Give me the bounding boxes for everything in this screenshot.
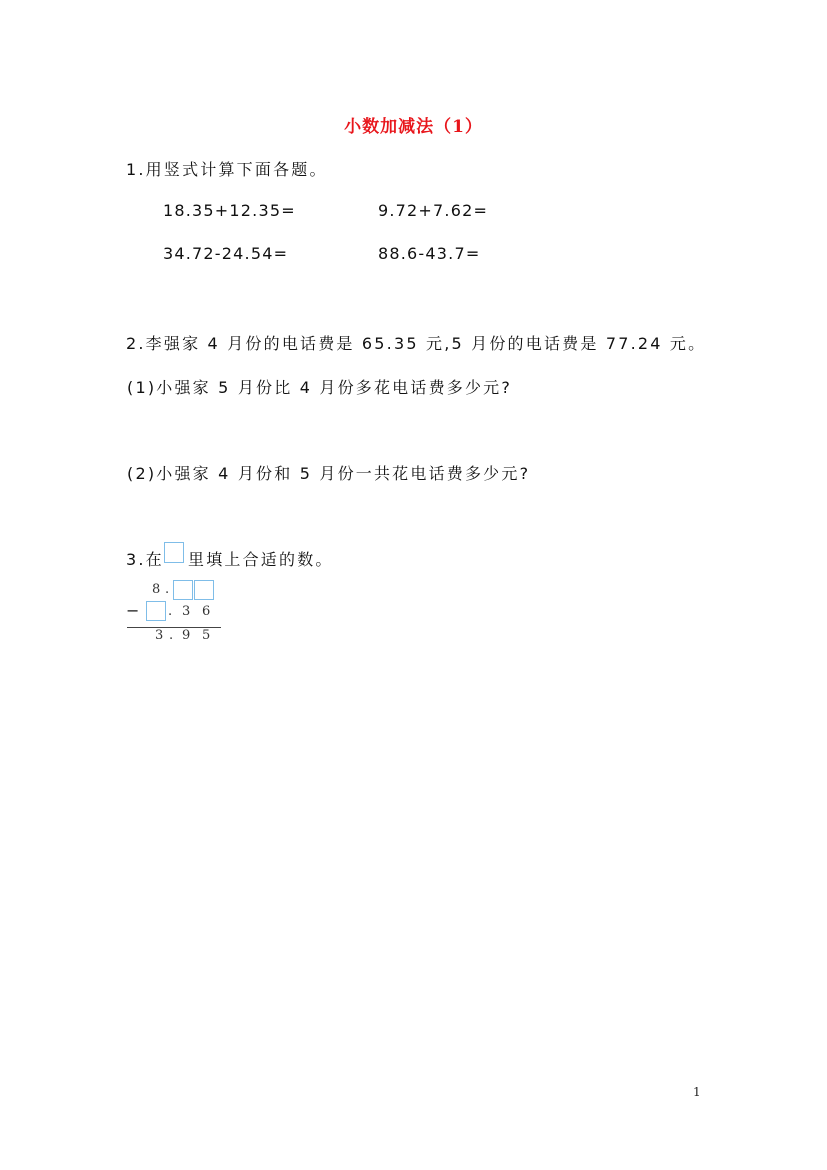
question-3-prefix: 3.在 (126, 550, 164, 569)
question-2-sub-2: (2)小强家 4 月份和 5 月份一共花电话费多少元? (127, 464, 531, 483)
answer-box-row1-hundredths[interactable] (194, 580, 214, 600)
exercise-2: 9.72+7.62= (378, 201, 489, 220)
question-3-suffix: 里填上合适的数。 (188, 550, 334, 569)
vertical-row2-point: . (168, 604, 173, 619)
vertical-result-ones: 3 (155, 628, 164, 643)
answer-box-row2-ones[interactable] (146, 601, 166, 621)
minus-sign: − (126, 601, 140, 620)
page-number: 1 (693, 1085, 701, 1099)
question-2-stem: 2.李强家 4 月份的电话费是 65.35 元,5 月份的电话费是 77.24 元。 (126, 334, 707, 353)
answer-box-row1-tenths[interactable] (173, 580, 193, 600)
question-2-sub-1: (1)小强家 5 月份比 4 月份多花电话费多少元? (127, 378, 513, 397)
page-title: 小数加减法（1） (344, 117, 483, 137)
exercise-3: 34.72-24.54= (163, 244, 289, 263)
vertical-result-hundredths: 5 (202, 628, 211, 643)
vertical-row1-point: . (165, 582, 170, 597)
exercise-4: 88.6-43.7= (378, 244, 481, 263)
answer-box-inline[interactable] (164, 542, 184, 563)
vertical-row2-digit-hundredths: 6 (202, 604, 211, 619)
vertical-row2-digit-tenths: 3 (182, 604, 191, 619)
vertical-row1-digit: 8 (152, 582, 161, 597)
vertical-result-point: . (169, 628, 174, 643)
exercise-1: 18.35+12.35= (163, 201, 296, 220)
vertical-result-tenths: 9 (182, 628, 191, 643)
question-1-stem: 1.用竖式计算下面各题。 (126, 160, 328, 179)
